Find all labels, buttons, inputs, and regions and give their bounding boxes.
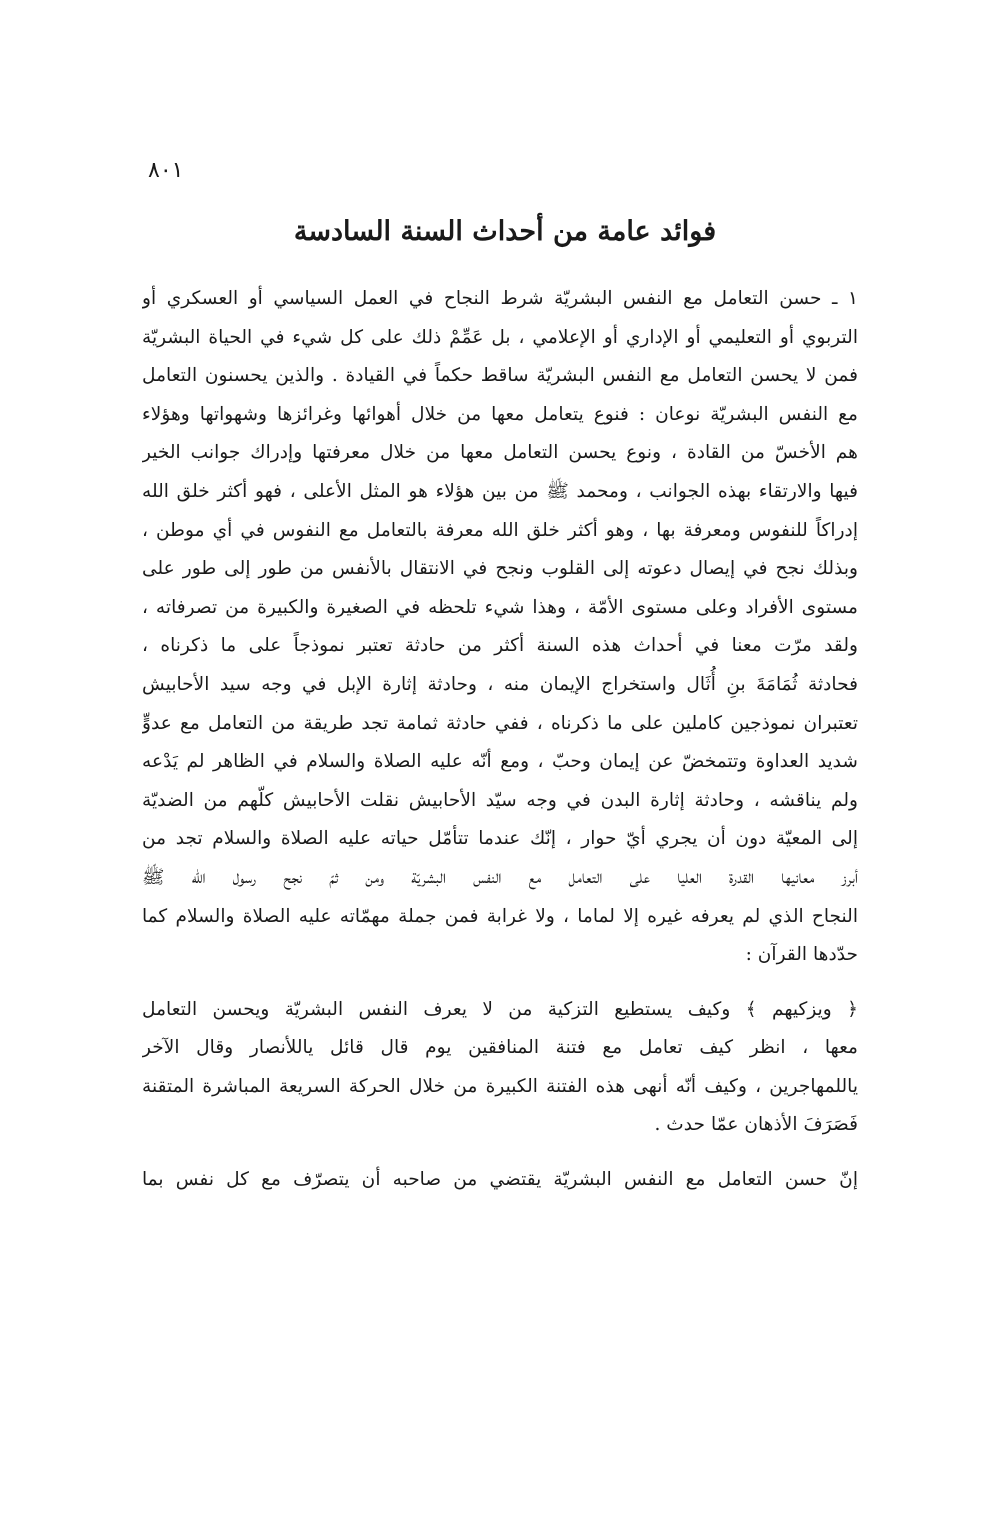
text-line: تعتبران نموذجين كاملين على ما ذكرناه ، ففي حادثة ثمامة تجد طريقة من التعامل مع عدوٍّ xyxy=(142,712,858,734)
text-line: ياللمهاجرين ، وكيف أنّه أنهى هذه الفتنة الكبيرة من خلال الحركة السريعة المباشرة المتقنة xyxy=(142,1075,858,1097)
text-line: حدّدها القرآن : xyxy=(745,944,858,966)
text-line: شديد العداوة وتتمخضّ عن إيمان وحبّ ، ومع أنّه عليه الصلاة والسلام في الظاهر لم يَدْعه xyxy=(142,751,858,773)
text-line: معها ، انظر كيف تعامل مع فتنة المنافقين يوم قال قائل ياللأنصار وقال الآخر xyxy=(142,1037,858,1059)
text-line: النجاح الذي لم يعرفه غيره إلا لماما ، ولا غرابة فمن جملة مهمّاته عليه الصلاة والسلام كما xyxy=(142,905,858,927)
paragraph xyxy=(142,280,858,975)
text-line: وبذلك نجح في إيصال دعوته إلى القلوب ونجح في الانتقال بالأنفس من طور إلى طور على xyxy=(142,558,858,580)
text-line: ١ ـ حسن التعامل مع النفس البشريّة شرط النجاح في العمل السياسي أو العسكري أو xyxy=(142,288,858,309)
page-title: فوائد عامة من أحداث السنة السادسة xyxy=(293,216,717,247)
paragraph-gap xyxy=(142,975,858,991)
page-number: ٨٠١ xyxy=(148,158,184,183)
paragraph-gap xyxy=(142,1145,858,1161)
text-line: أبرز معانيها القدرة العليا على التعامل مع النفس البشريّة ومن ثمّ نجح رسول الله ﷺ xyxy=(142,866,858,888)
text-line: هم الأخسّ من القادة ، ونوع يحسن التعامل معها من خلال معرفتها وإدراك جوانب الخير xyxy=(142,442,858,464)
text-line: فَصَرَفَ الأذهان عمّا حدث . xyxy=(654,1114,858,1136)
text-line: التربوي أو التعليمي أو الإداري أو الإعلامي ، بل عَمِّمْ ذلك على كل شيء في الحياة البشريّة xyxy=(142,326,858,348)
text-line: فيها والارتقاء بهذه الجوانب ، ومحمد ﷺ من بين هؤلاء هو المثل الأعلى ، فهو أكثر خلق الله xyxy=(142,480,858,502)
text-line: فمن لا يحسن التعامل مع النفس البشريّة ساقط حكماً في القيادة . والذين يحسنون التعامل xyxy=(142,365,858,387)
text-line: إدراكاً للنفوس ومعرفة بها ، وهو أكثر خلق الله معرفة بالتعامل مع النفوس في أي موطن ، xyxy=(142,519,858,541)
text-line: فحادثة ثُمَامَةَ بنِ أُثَال واستخراج الإيمان منه ، وحادثة إثارة الإبل في وجه سيد الأحابيش xyxy=(142,673,858,695)
text-line: مستوى الأفراد وعلى مستوى الأمّة ، وهذا شيء تلحظه في الصغيرة والكبيرة من تصرفاته ، xyxy=(142,596,858,618)
paragraph xyxy=(142,1161,858,1200)
text-line: إنّ حسن التعامل مع النفس البشريّة يقتضي من صاحبه أن يتصرّف مع كل نفس بما xyxy=(142,1169,858,1191)
document-body xyxy=(142,280,858,1200)
text-line: ولم يناقشه ، وحادثة إثارة البدن في وجه سيّد الأحابيش نقلت الأحابيش كلّهم من الضديّة xyxy=(142,789,858,811)
text-line: ﴿ ويزكيهم ﴾ وكيف يستطيع التزكية من لا يعرف النفس البشريّة ويحسن التعامل xyxy=(142,998,858,1020)
text-line: إلى المعيّة دون أن يجري أيّ حوار ، إنّك عندما تتأمّل حياته عليه الصلاة والسلام تجد من xyxy=(142,828,858,850)
text-line: مع النفس البشريّة نوعان : فنوع يتعامل معها من خلال أهوائها وغرائزها وشهواتها وهؤلاء xyxy=(142,403,858,425)
paragraph xyxy=(142,991,858,1145)
text-line: ولقد مرّت معنا في أحداث هذه السنة أكثر من حادثة تعتبر نموذجاً على ما ذكرناه ، xyxy=(142,635,858,657)
